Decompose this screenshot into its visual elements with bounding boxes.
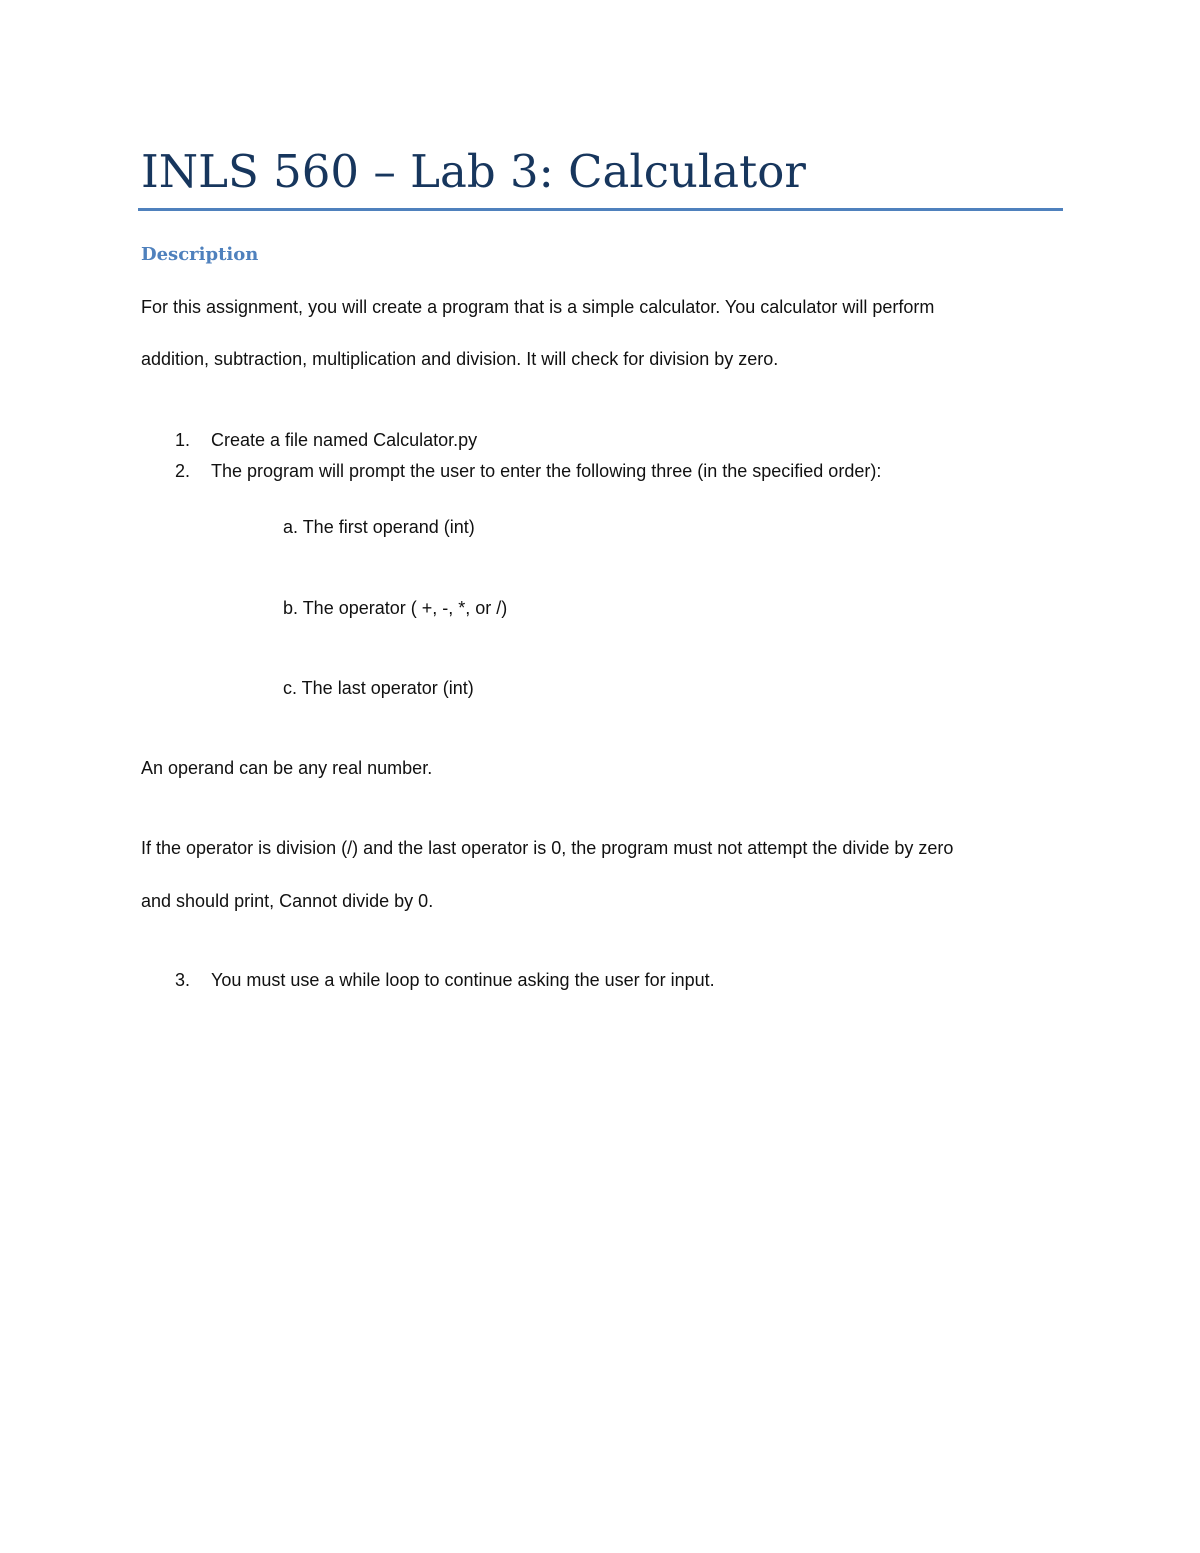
division-paragraph-line-1: If the operator is division (/) and the last operator is 0, the program must not attempt the divide by zero [141, 838, 954, 858]
sub-item-first-operand: a. The first operand (int) [283, 517, 475, 537]
sub-item-operator: b. The operator ( +, -, *, or /) [283, 598, 508, 618]
list-item: The program will prompt the user to enter the following three (in the specified order): [211, 461, 882, 481]
list-item-number: 2. [175, 461, 191, 481]
list-item: Create a file named Calculator.py [211, 430, 478, 450]
title-underline [138, 208, 1063, 211]
document-title: INLS 560 – Lab 3: Calculator [141, 145, 806, 198]
section-heading-description: Description [141, 244, 259, 265]
operand-note: An operand can be any real number. [141, 758, 433, 778]
list-item: You must use a while loop to continue asking the user for input. [211, 970, 715, 990]
sub-item-last-operator: c. The last operator (int) [283, 678, 474, 698]
list-item-number: 1. [175, 430, 191, 450]
division-paragraph-line-2: and should print, Cannot divide by 0. [141, 891, 434, 911]
list-item-number: 3. [175, 970, 191, 990]
intro-paragraph-line-1: For this assignment, you will create a program that is a simple calculator. You calculator will perform [141, 297, 935, 317]
intro-paragraph-line-2: addition, subtraction, multiplication and division. It will check for division by zero. [141, 349, 779, 369]
